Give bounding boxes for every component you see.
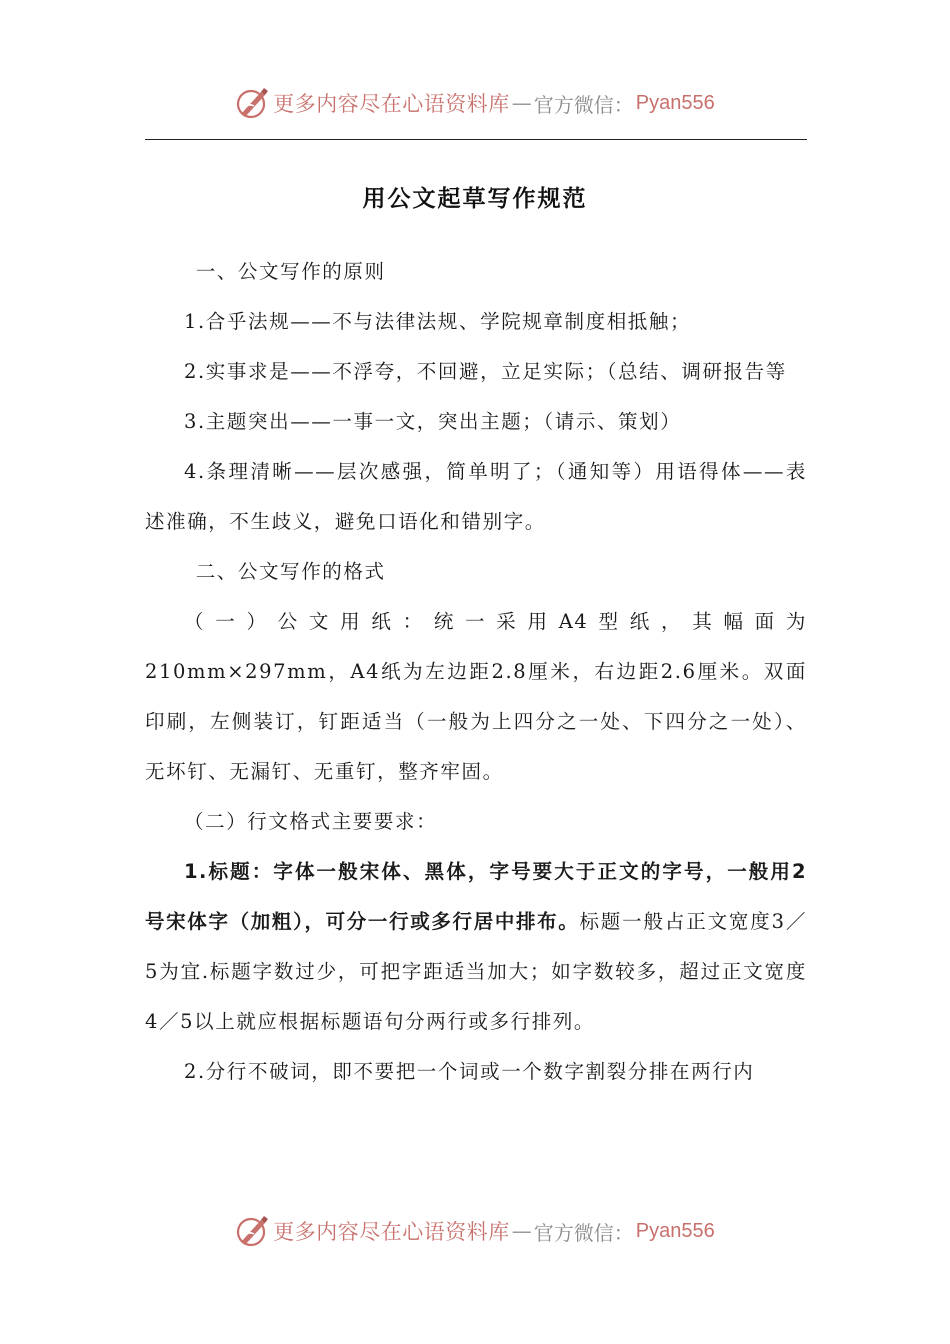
document-title: 用公文起草写作规范 [362,186,588,212]
header-banner [0,83,950,123]
section-heading-format: 二、公文写作的格式 [195,560,386,583]
paragraph-text: 标题一般占正文宽度3／5为宜.标题字数过少，可把字距适当加大；如字数较多，超过正文宽度4／5以上就应根据标题语句分两行或多行排列。 [145,910,807,1033]
header-rule [145,139,807,140]
banner-text: 更多内容尽在心语资料库 [273,1220,510,1244]
banner-account: Pyan556 [635,1219,715,1242]
pen-logo-icon [235,1214,269,1248]
banner-label: 官方微信： [533,92,634,117]
section-heading-principles: 一、公文写作的原则 [195,260,386,283]
paragraph: 1.合乎法规——不与法律法规、学院规章制度相抵触； [184,310,692,333]
bold-text: 1.标题：字体一般宋体、黑体，字号要大于正文的字号，一般用2号宋体字（加粗），可分一行或多行居中排布。 [145,860,807,933]
banner-account: Pyan556 [635,91,715,114]
paragraph: 4.条理清晰——层次感强，简单明了；（通知等）用语得体——表述准确，不生歧义，避免口语化和错别字。 [145,460,807,533]
pen-logo-icon [235,86,269,120]
footer-banner [0,1211,950,1251]
paragraph: 2.分行不破词，即不要把一个词或一个数字割裂分排在两行内 [184,1060,755,1083]
paragraph: 3.主题突出——一事一文，突出主题；（请示、策划） [184,410,682,433]
banner-separator: — [511,1219,532,1243]
paragraph: 2.实事求是——不浮夸，不回避，立足实际；（总结、调研报告等 [184,360,787,383]
banner-separator: — [511,91,532,115]
document-body [145,247,807,1097]
banner-text: 更多内容尽在心语资料库 [273,92,510,116]
banner-label: 官方微信： [533,1220,634,1245]
paragraph: （二）行文格式主要要求： [184,810,438,833]
paragraph-title-rule [145,847,807,1047]
paragraph: （一）公文用纸：统一采用A4型纸，其幅面为210mm×297mm，A4纸为左边距2.8厘米，右边距2.6厘米。双面印刷，左侧装订，钉距适当（一般为上四分之一处、下四分之一处）、无坏钉、无漏钉、无重钉，整齐牢固。 [145,610,807,783]
